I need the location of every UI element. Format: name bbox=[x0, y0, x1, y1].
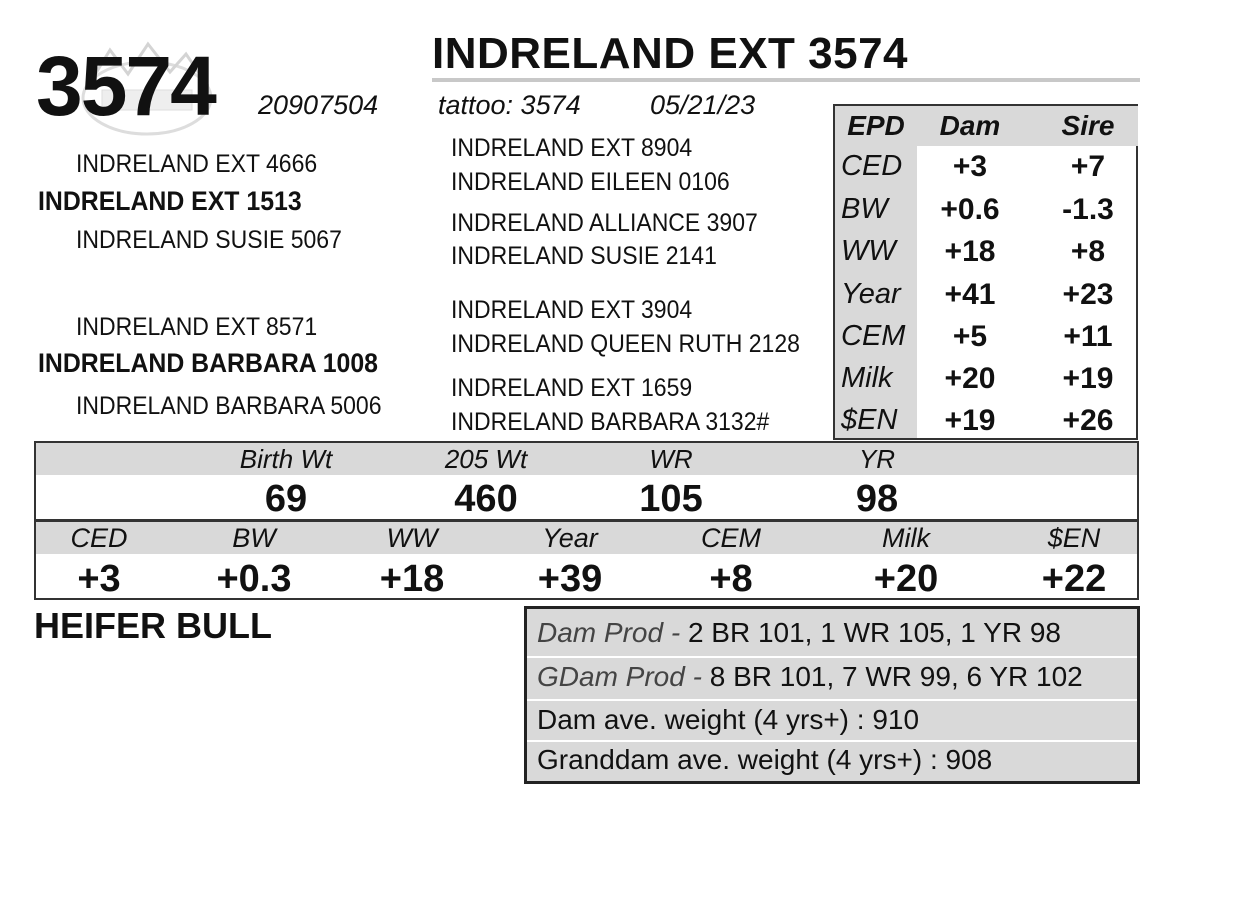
yearling-ratio: 98 bbox=[855, 478, 899, 520]
calf-epd-header-year: Year bbox=[542, 523, 598, 553]
sire-epd-year: +23 bbox=[1062, 278, 1114, 311]
calf-epd-header-bw: BW bbox=[232, 523, 276, 553]
prod-divider bbox=[527, 740, 1137, 742]
dam-epd-en: +19 bbox=[944, 404, 996, 437]
dam-epd-year: +41 bbox=[944, 278, 996, 311]
weights-header-wr: WR bbox=[649, 444, 693, 474]
animal-name: INDRELAND EXT 3574 bbox=[432, 29, 909, 78]
sire-sire-dam: INDRELAND EILEEN 0106 bbox=[451, 168, 730, 196]
dam-ave-weight: Dam ave. weight (4 yrs+) : 910 bbox=[537, 704, 920, 735]
gdam-prod-value: 8 BR 101, 7 WR 99, 6 YR 102 bbox=[709, 661, 1083, 692]
weights-table bbox=[34, 441, 1139, 521]
epd-trait-en: $EN bbox=[841, 404, 898, 436]
calf-epd-milk: +20 bbox=[873, 558, 939, 600]
birth-date: 05/21/23 bbox=[650, 90, 756, 120]
dam-sire-dam: INDRELAND QUEEN RUTH 2128 bbox=[451, 330, 800, 358]
dam-prod-line bbox=[537, 619, 1061, 647]
sire-sire: INDRELAND EXT 4666 bbox=[76, 150, 318, 178]
dam-dam: INDRELAND BARBARA 5006 bbox=[76, 392, 382, 420]
calf-epd-table bbox=[34, 520, 1139, 600]
calf-epd-en: +22 bbox=[1041, 558, 1107, 600]
calf-epd-header-milk: Milk bbox=[882, 523, 930, 553]
lot-number: 3574 bbox=[36, 39, 215, 133]
calf-epd-header-ww: WW bbox=[386, 523, 438, 553]
epd-header-dam: Dam bbox=[939, 110, 1001, 141]
dam-dam-sire: INDRELAND EXT 1659 bbox=[451, 374, 693, 402]
calf-epd-ced: +3 bbox=[77, 558, 121, 600]
dam-dam-dam: INDRELAND BARBARA 3132# bbox=[451, 408, 770, 436]
registration-number: 20907504 bbox=[258, 90, 379, 120]
epd-header-epd: EPD bbox=[847, 110, 905, 141]
calf-epd-year: +39 bbox=[537, 558, 603, 600]
epd-header-sire: Sire bbox=[1061, 110, 1115, 141]
weaning-ratio: 105 bbox=[639, 478, 703, 520]
calf-epd-header-ced: CED bbox=[70, 523, 128, 553]
sire-epd-cem: +11 bbox=[1063, 320, 1113, 353]
dam-epd-ww: +18 bbox=[944, 235, 996, 268]
prod-divider bbox=[527, 656, 1137, 658]
sire-dam-sire: INDRELAND ALLIANCE 3907 bbox=[451, 209, 758, 237]
epd-trait-ww: WW bbox=[841, 235, 896, 267]
title-divider bbox=[432, 78, 1140, 82]
weights-header-band bbox=[36, 443, 1137, 475]
sire-epd-milk: +19 bbox=[1062, 362, 1114, 395]
dam-prod-label: Dam Prod - bbox=[537, 617, 681, 648]
granddam-ave-weight: Granddam ave. weight (4 yrs+) : 908 bbox=[537, 744, 993, 775]
designation-label: HEIFER BULL bbox=[34, 605, 272, 646]
birth-weight: 69 bbox=[264, 478, 308, 520]
production-box bbox=[524, 606, 1140, 784]
sire-epd-bw: -1.3 bbox=[1062, 193, 1114, 226]
dam-sire: INDRELAND EXT 8571 bbox=[76, 313, 318, 341]
sire-sire-sire: INDRELAND EXT 8904 bbox=[451, 134, 693, 162]
sire: INDRELAND EXT 1513 bbox=[38, 186, 302, 216]
weights-header-205: 205 Wt bbox=[444, 444, 528, 474]
tattoo: tattoo: 3574 bbox=[438, 90, 581, 120]
epd-trait-ced: CED bbox=[841, 150, 903, 182]
calf-epd-bw: +0.3 bbox=[216, 558, 292, 600]
epd-trait-cem: CEM bbox=[841, 320, 906, 352]
gdam-prod-line bbox=[537, 663, 1083, 691]
dam-epd-ced: +3 bbox=[952, 150, 988, 183]
parent-epd-table bbox=[833, 104, 1138, 440]
gdam-prod-label: GDam Prod - bbox=[537, 661, 702, 692]
weights-header-birth: Birth Wt bbox=[239, 444, 333, 474]
epd-trait-bw: BW bbox=[841, 193, 888, 225]
dam-sire-sire: INDRELAND EXT 3904 bbox=[451, 296, 693, 324]
calf-epd-cem: +8 bbox=[709, 558, 753, 600]
sire-epd-ced: +7 bbox=[1070, 150, 1106, 183]
calf-epd-ww: +18 bbox=[379, 558, 445, 600]
calf-epd-header-cem: CEM bbox=[701, 523, 761, 553]
dam: INDRELAND BARBARA 1008 bbox=[38, 348, 378, 378]
epd-trait-milk: Milk bbox=[841, 362, 893, 394]
prod-divider bbox=[527, 699, 1137, 701]
epd-trait-year: Year bbox=[841, 278, 901, 310]
sire-dam: INDRELAND SUSIE 5067 bbox=[76, 226, 342, 254]
dam-epd-cem: +5 bbox=[952, 320, 988, 353]
dam-prod-value: 2 BR 101, 1 WR 105, 1 YR 98 bbox=[687, 617, 1061, 648]
dam-epd-milk: +20 bbox=[944, 362, 996, 395]
dam-epd-bw: +0.6 bbox=[940, 193, 1000, 226]
weights-header-yr: YR bbox=[858, 444, 896, 474]
weaning-weight: 460 bbox=[454, 478, 518, 520]
sire-epd-en: +26 bbox=[1062, 404, 1114, 437]
calf-epd-header-en: $EN bbox=[1047, 523, 1101, 553]
sire-epd-ww: +8 bbox=[1070, 235, 1106, 268]
sire-dam-dam: INDRELAND SUSIE 2141 bbox=[451, 242, 717, 270]
